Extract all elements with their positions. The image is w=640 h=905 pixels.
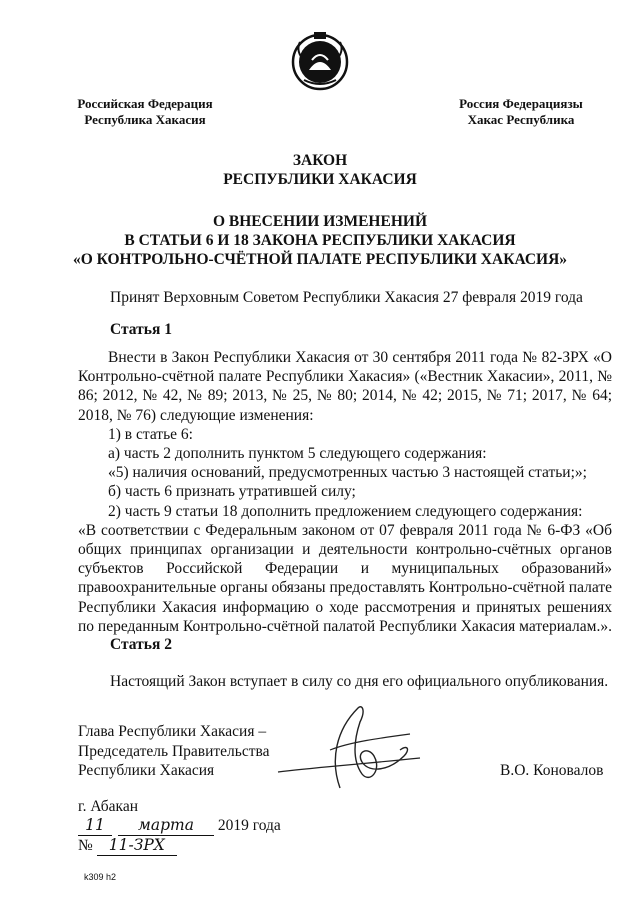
header-left-line2: Республика Хакасия xyxy=(84,112,206,127)
article1-paragraph: б) часть 6 признать утратившей силу; xyxy=(108,483,356,501)
header-left xyxy=(62,96,228,128)
header-right-line1: Россия Федерациязы xyxy=(459,96,583,111)
adoption-statement: Принят Верховным Советом Республики Хакасия 27 февраля 2019 года xyxy=(110,289,583,306)
article2-text: Настоящий Закон вступает в силу со дня его официального опубликования. xyxy=(110,673,609,690)
law-number-prefix: № xyxy=(78,837,93,854)
place-of-signing: г. Абакан xyxy=(78,798,139,815)
article1-paragraph: 2) часть 9 статьи 18 дополнить предложением следующего содержания: xyxy=(108,502,583,520)
signatory-title xyxy=(78,722,298,781)
law-subtitle-line1: О ВНЕСЕНИИ ИЗМЕНЕНИЙ xyxy=(212,213,427,230)
law-title-line1: ЗАКОН xyxy=(292,152,348,169)
handwritten-signature xyxy=(270,700,430,795)
article1-paragraph: 1) в статье 6: xyxy=(108,425,193,443)
signatory-title-line2: Председатель Правительства xyxy=(78,742,270,760)
signatory-name: В.О. Коновалов xyxy=(500,762,604,779)
article2-heading: Статья 2 xyxy=(110,636,172,653)
law-number xyxy=(78,836,177,856)
date-day-handwritten: 11 xyxy=(78,816,112,836)
law-title xyxy=(40,151,600,189)
article1-body xyxy=(78,348,612,636)
header-right-line2: Хакас Республика xyxy=(467,112,575,127)
signatory-title-line3: Республики Хакасия xyxy=(78,762,215,779)
article1-paragraph: «5) наличия оснований, предусмотренных частью 3 настоящей статьи;»; xyxy=(108,464,587,482)
document-code: k309 h2 xyxy=(84,872,117,882)
law-title-line2: РЕСПУБЛИКИ ХАКАСИЯ xyxy=(223,171,417,188)
header-right xyxy=(448,96,594,128)
signatory-title-line1: Глава Республики Хакасия – xyxy=(78,723,267,740)
signing-date xyxy=(78,816,281,836)
law-subtitle xyxy=(40,212,600,269)
date-year: 2019 года xyxy=(217,817,281,834)
article1-paragraph: «В соответствии с Федеральным законом от 07 февраля 2011 года № 6-ФЗ «Об общих принципах организации и деятельности контрольно-счётных органов субъектов Российской Федерации и муниципальных образований» правоохранительные органы обязаны предоставлять Контрольно-счётной палате Республики Хакасия информацию о ходе рассмотрения и принятых решениях по переданным Контрольно-счётной палатой Республики Хакасия материалам.». xyxy=(78,521,612,635)
law-subtitle-line3: «О КОНТРОЛЬНО-СЧЁТНОЙ ПАЛАТЕ РЕСПУБЛИКИ ХАКАСИЯ» xyxy=(72,251,568,268)
law-subtitle-line2: В СТАТЬИ 6 И 18 ЗАКОНА РЕСПУБЛИКИ ХАКАСИЯ xyxy=(124,232,516,249)
date-month-handwritten: марта xyxy=(118,816,214,836)
header-left-line1: Российская Федерация xyxy=(77,96,213,111)
coat-of-arms-emblem xyxy=(290,30,350,92)
article1-heading: Статья 1 xyxy=(110,321,172,338)
law-number-handwritten: 11-ЗРХ xyxy=(97,836,177,856)
article1-paragraph: Внести в Закон Республики Хакасия от 30 сентября 2011 года № 82-ЗРХ «О Контрольно-счётной палате Республики Хакасия» («Вестник Хакасии», 2011, № 86; 2012, № 42, № 89; 2013, № 25, № 80; 2014, № 42; 2015, № 71; 2017, № 64; 2018, № 76) следующие изменения: xyxy=(78,349,612,424)
article1-paragraph: а) часть 2 дополнить пунктом 5 следующего содержания: xyxy=(108,445,487,463)
